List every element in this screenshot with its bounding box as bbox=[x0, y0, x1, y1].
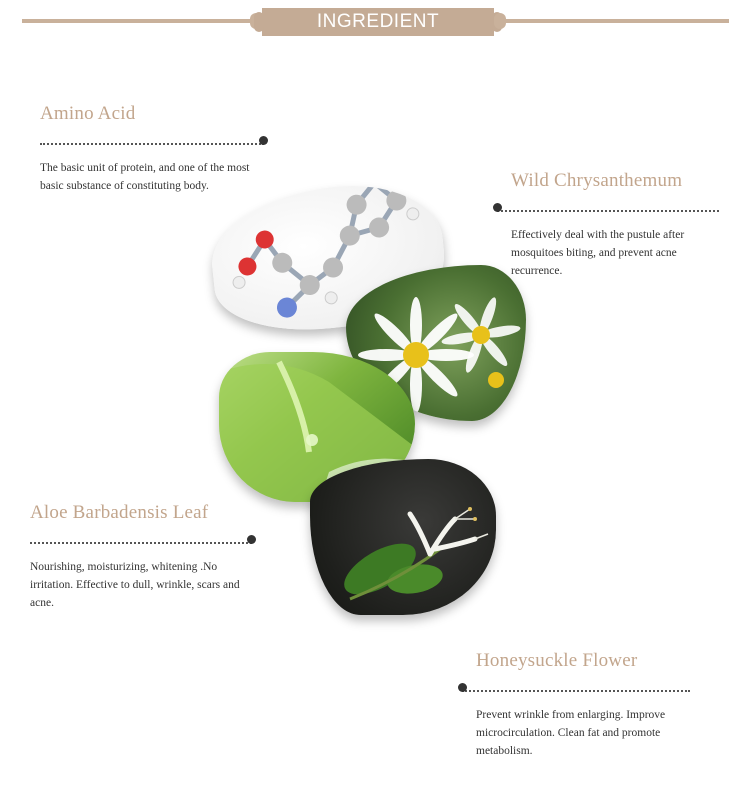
dotted-divider bbox=[30, 530, 252, 544]
ingredient-title: Amino Acid bbox=[40, 103, 136, 124]
divider-end-dot bbox=[458, 683, 467, 692]
ingredient-title: Wild Chrysanthemum bbox=[511, 170, 683, 191]
header-line-right bbox=[498, 19, 729, 23]
ingredient-title: Aloe Barbadensis Leaf bbox=[30, 502, 209, 523]
divider-end-dot bbox=[247, 535, 256, 544]
ingredient-wild-chrysanthemum bbox=[497, 170, 719, 280]
dotted-divider bbox=[462, 678, 690, 692]
header-banner bbox=[262, 8, 494, 36]
divider-end-dot bbox=[259, 136, 268, 145]
ingredient-aloe-leaf bbox=[30, 502, 252, 612]
honeysuckle-icon bbox=[310, 459, 496, 615]
header-line-left bbox=[22, 19, 254, 23]
dotted-divider bbox=[497, 198, 719, 212]
ingredient-description: Prevent wrinkle from enlarging. Improve microcirculation. Clean fat and promote metabolism. bbox=[476, 709, 666, 757]
ingredient-description: The basic unit of protein, and one of the most basic substance of constituting body. bbox=[40, 162, 250, 192]
ingredient-honeysuckle bbox=[462, 650, 690, 760]
divider-end-dot bbox=[493, 203, 502, 212]
dotted-divider bbox=[40, 131, 264, 145]
ingredient-title: Honeysuckle Flower bbox=[476, 650, 638, 671]
header-title: INGREDIENT bbox=[316, 11, 440, 32]
honeysuckle-flower-image bbox=[310, 459, 496, 615]
ingredient-amino-acid bbox=[40, 103, 264, 195]
ingredient-description: Effectively deal with the pustule after mosquitoes biting, and prevent acne recurrence. bbox=[511, 229, 685, 277]
ingredient-description: Nourishing, moisturizing, whitening .No irritation. Effective to dull, wrinkle, scars and acne. bbox=[30, 561, 240, 609]
